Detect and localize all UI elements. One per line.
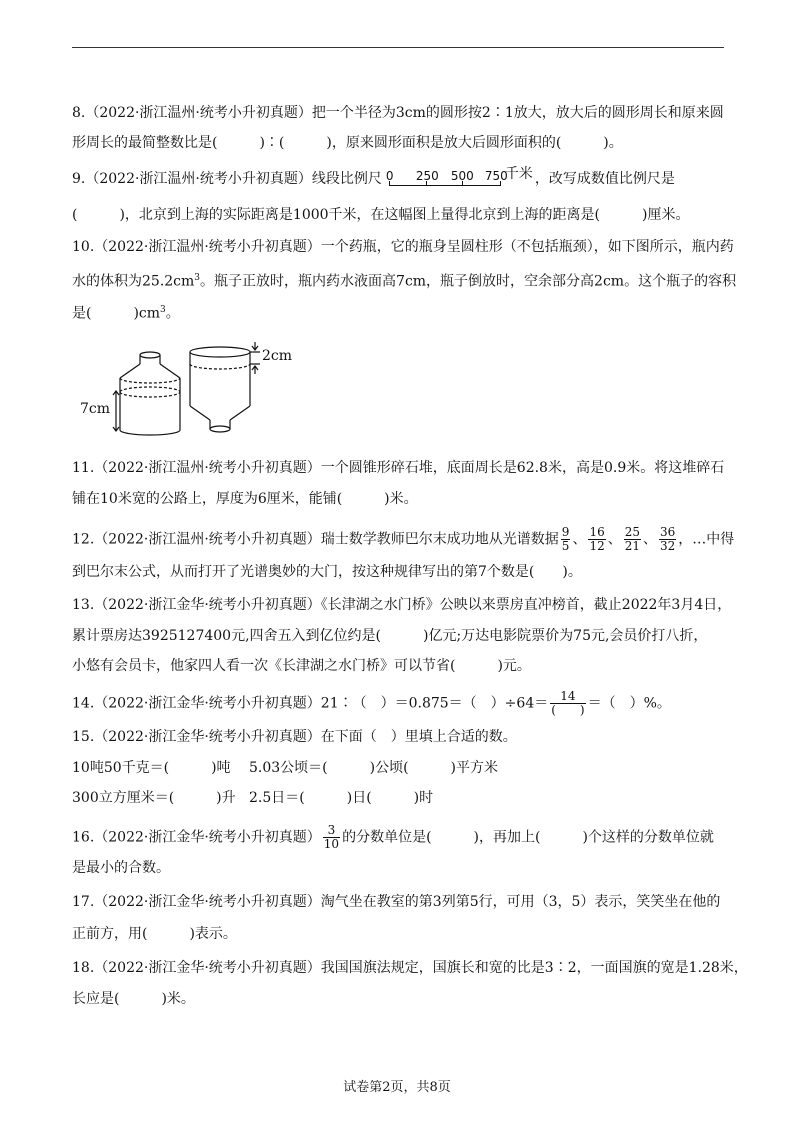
header-rule bbox=[72, 47, 724, 48]
denominator: 12 bbox=[589, 539, 605, 553]
denominator: 5 bbox=[561, 539, 570, 553]
q13-line2: 累计票房达3925127400元,四舍五入到亿位约是( )亿元;万达电影院票价为75元,会员价打八折， bbox=[72, 628, 708, 644]
q12-line1 bbox=[72, 526, 734, 553]
scale-tick bbox=[389, 181, 390, 186]
q15-c: 300立方厘米＝( )升 bbox=[72, 790, 236, 806]
fraction bbox=[588, 526, 605, 553]
scale-tick bbox=[500, 181, 501, 186]
fraction bbox=[561, 526, 571, 553]
scale-bar bbox=[389, 185, 501, 186]
q10-line3-sup: 3 bbox=[160, 305, 166, 315]
numerator: 25 bbox=[624, 525, 640, 539]
q10-line1: 10.（2022·浙江温州·统考小升初真题）一个药瓶，它的瓶身呈圆柱形（不包括瓶颈），如下图所示，瓶内药 bbox=[72, 239, 734, 255]
q17-line2: 正前方，用( )表示。 bbox=[72, 926, 237, 942]
q9-line1 bbox=[72, 166, 675, 189]
q12-suffix: ，…中得 bbox=[678, 531, 735, 548]
q14-line bbox=[72, 690, 671, 717]
q10-line3-text: 是( )cm bbox=[72, 305, 161, 322]
denominator: 10 bbox=[323, 837, 340, 851]
denominator: 32 bbox=[660, 539, 676, 553]
separator: 、 bbox=[572, 531, 587, 548]
q13-line3: 小悠有会员卡，他家四人看一次《长津湖之水门桥》可以节省( )元。 bbox=[72, 658, 531, 674]
denominator: ( ) bbox=[551, 703, 585, 717]
q10-line2-text: 水的体积为25.2cm bbox=[72, 273, 195, 290]
scale-tick bbox=[462, 181, 463, 186]
separator: 、 bbox=[607, 531, 622, 548]
scale-label-250: 250 bbox=[415, 169, 439, 183]
label-7cm: 7cm bbox=[80, 401, 111, 417]
q8-line1: 8.（2022·浙江温州·统考小升初真题）把一个半径为3cm的圆形按2∶1放大，放大后的圆形周长和原来圆 bbox=[72, 105, 724, 121]
scale-tick bbox=[426, 181, 427, 186]
q17-line1: 17.（2022·浙江金华·统考小升初真题）淘气坐在教室的第3列第5行，可用（3，5）表示，笑笑坐在他的 bbox=[72, 894, 721, 910]
q15-d: 2.5日＝( )日( )时 bbox=[249, 790, 434, 806]
upright-bottle bbox=[113, 352, 180, 435]
scale-label-750: 750 bbox=[484, 169, 508, 183]
inverted-bottle bbox=[190, 342, 260, 432]
q16-line1 bbox=[72, 824, 714, 851]
q16-suffix: 的分数单位是( )，再加上( )个这样的分数单位就 bbox=[342, 829, 714, 846]
q11-line2: 铺在10米宽的公路上，厚度为6厘米，能铺( )米。 bbox=[72, 491, 418, 507]
q15-a: 10吨50千克＝( )吨 bbox=[72, 760, 231, 776]
q11-line1: 11.（2022·浙江温州·统考小升初真题）一个圆锥形碎石堆，底面周长是62.8米，高是0.9米。将这堆碎石 bbox=[72, 460, 725, 476]
q14-suffix: ＝（ ）%。 bbox=[587, 695, 671, 712]
q13-line1: 13.（2022·浙江金华·统考小升初真题）《长津湖之水门桥》公映以来票房直冲榜首，截止2022年3月4日， bbox=[72, 597, 732, 613]
scale-label-unit: 千米 bbox=[504, 166, 533, 182]
line-scale bbox=[385, 166, 533, 189]
q10-line2-text2: 。瓶子正放时，瓶内药水液面高7cm，瓶子倒放时，空余部分高2cm。这个瓶子的容积 bbox=[200, 273, 737, 290]
q18-line1: 18.（2022·浙江金华·统考小升初真题）我国国旗法规定，国旗长和宽的比是3∶2，一面国旗的宽是1.28米， bbox=[72, 960, 748, 976]
numerator: 14 bbox=[550, 690, 585, 704]
q9-prefix: 9.（2022·浙江温州·统考小升初真题）线段比例尺 bbox=[72, 171, 382, 187]
q9-line2: ( )，北京到上海的实际距离是1000千米，在这幅图上量得北京到上海的距离是( )厘米。 bbox=[72, 207, 690, 223]
scale-label-500: 500 bbox=[450, 169, 474, 183]
fraction bbox=[624, 526, 641, 553]
q8-line2: 形周长的最简整数比是( )∶( )，原来圆形面积是放大后圆形面积的( )。 bbox=[72, 135, 623, 151]
q16-prefix: 16.（2022·浙江金华·统考小升初真题） bbox=[72, 829, 321, 846]
label-2cm: 2cm bbox=[262, 348, 293, 364]
numerator: 16 bbox=[589, 525, 605, 539]
fraction bbox=[550, 690, 585, 717]
numerator: 36 bbox=[660, 525, 676, 539]
q10-line3 bbox=[72, 300, 180, 324]
q15-b: 5.03公顷＝( )公顷( )平方米 bbox=[249, 760, 499, 776]
q10-line2 bbox=[72, 268, 736, 292]
q10-sup: 3 bbox=[194, 273, 201, 283]
fraction bbox=[323, 824, 340, 851]
q10-line3-end: 。 bbox=[165, 305, 180, 322]
page-footer: 试卷第2页，共8页 bbox=[343, 1080, 451, 1095]
q18-line2: 长应是( )米。 bbox=[72, 991, 195, 1007]
q9-suffix: ，改写成数值比例尺是 bbox=[534, 171, 675, 187]
q12-prefix: 12.（2022·浙江温州·统考小升初真题）瑞士数学教师巴尔末成功地从光谱数据 bbox=[72, 531, 559, 548]
scale-label-0: 0 bbox=[385, 169, 394, 183]
numerator: 3 bbox=[323, 824, 340, 838]
denominator: 21 bbox=[624, 539, 640, 553]
q16-line2: 是最小的合数。 bbox=[72, 860, 170, 876]
q12-line2: 到巴尔末公式，从而打开了光谱奥妙的大门，按这种规律写出的第7个数是( )。 bbox=[72, 564, 582, 580]
fraction bbox=[659, 526, 676, 553]
separator: 、 bbox=[643, 531, 657, 548]
q14-prefix: 14.（2022·浙江金华·统考小升初真题）21∶（ ）＝0.875＝（ ）÷64＝ bbox=[72, 695, 549, 712]
q15-line1: 15.（2022·浙江金华·统考小升初真题）在下面（ ）里填上合适的数。 bbox=[72, 729, 517, 745]
numerator: 9 bbox=[561, 525, 570, 539]
